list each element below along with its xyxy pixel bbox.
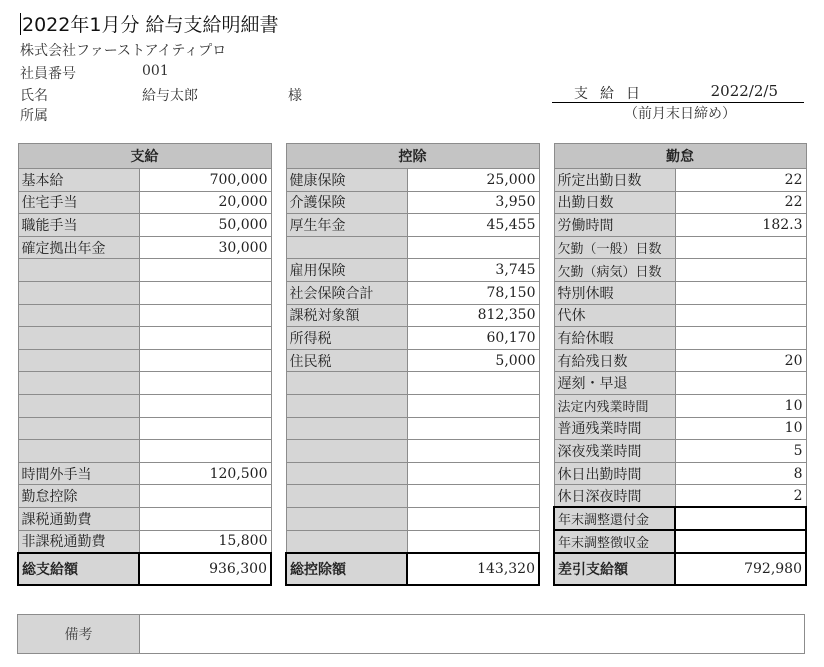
document-title [20, 10, 278, 37]
pay-table [17, 143, 272, 586]
deduction-item-label [286, 462, 407, 485]
pay-item-label: 非課税通勤費 [18, 530, 139, 553]
deduction-row [286, 417, 539, 440]
attendance-row [554, 327, 806, 350]
deduction-item-value [407, 530, 539, 553]
attendance-item-value [675, 507, 806, 530]
attendance-item-value [675, 236, 806, 259]
deduction-item-value [407, 372, 539, 395]
remarks-label: 備考 [18, 615, 140, 653]
pay-item-value [139, 281, 271, 304]
attendance-item-value: 8 [675, 462, 806, 485]
deduction-item-label [286, 530, 407, 553]
pay-item-value: 20,000 [139, 191, 271, 214]
deduction-item-label: 課税対象額 [286, 304, 407, 327]
deduction-item-label [286, 440, 407, 463]
attendance-item-label: 特別休暇 [554, 281, 675, 304]
attendance-total-row [554, 553, 806, 585]
attendance-item-value: 22 [675, 169, 806, 192]
deduction-item-value [407, 236, 539, 259]
pay-item-value [139, 507, 271, 530]
pay-row [18, 417, 271, 440]
pay-row [18, 169, 271, 192]
remarks-value [140, 615, 804, 653]
deduction-item-value: 812,350 [407, 304, 539, 327]
attendance-row [554, 417, 806, 440]
department-label: 所属 [20, 108, 48, 124]
attendance-table [553, 143, 807, 586]
deduction-total-label: 総控除額 [286, 553, 407, 585]
pay-item-value: 50,000 [139, 214, 271, 237]
deduction-item-value [407, 417, 539, 440]
honorific: 様 [288, 88, 302, 104]
attendance-item-value [675, 372, 806, 395]
pay-item-value: 120,500 [139, 462, 271, 485]
pay-item-value [139, 372, 271, 395]
pay-total-label: 総支給額 [18, 553, 139, 585]
pay-row [18, 327, 271, 350]
attendance-item-label: 欠勤（病気）日数 [554, 259, 675, 282]
deduction-header: 控除 [286, 144, 539, 169]
attendance-row [554, 507, 806, 530]
deduction-item-label: 介護保険 [286, 191, 407, 214]
deduction-table [285, 143, 540, 586]
employee-id-label: 社員番号 [20, 66, 76, 82]
text-cursor [20, 13, 21, 35]
attendance-total-label: 差引支給額 [554, 553, 675, 585]
attendance-item-value: 20 [675, 349, 806, 372]
deduction-item-value: 5,000 [407, 349, 539, 372]
pay-item-label: 職能手当 [18, 214, 139, 237]
attendance-row [554, 169, 806, 192]
attendance-item-value: 10 [675, 417, 806, 440]
pay-item-label [18, 304, 139, 327]
employee-name: 給与太郎 [142, 88, 198, 104]
attendance-item-label: 有給休暇 [554, 327, 675, 350]
deduction-row [286, 349, 539, 372]
attendance-item-value: 10 [675, 394, 806, 417]
pay-row [18, 440, 271, 463]
pay-item-value: 30,000 [139, 236, 271, 259]
pay-item-label: 勤怠控除 [18, 485, 139, 508]
company-name: 株式会社ファーストアイティプロ [20, 43, 227, 59]
deduction-row [286, 259, 539, 282]
pay-date-value: 2022/2/5 [710, 82, 778, 100]
deduction-row [286, 214, 539, 237]
pay-row [18, 530, 271, 553]
pay-item-label [18, 394, 139, 417]
deduction-item-value [407, 507, 539, 530]
deduction-item-label: 雇用保険 [286, 259, 407, 282]
deduction-row [286, 394, 539, 417]
attendance-item-label: 深夜残業時間 [554, 440, 675, 463]
attendance-item-label: 遅刻・早退 [554, 372, 675, 395]
pay-item-label: 確定拠出年金 [18, 236, 139, 259]
attendance-row [554, 259, 806, 282]
pay-total-row [18, 553, 271, 585]
attendance-header: 勤怠 [554, 144, 806, 169]
remarks-box [17, 614, 805, 654]
deduction-item-value: 3,950 [407, 191, 539, 214]
attendance-item-label: 法定内残業時間 [554, 394, 675, 417]
attendance-item-label: 年末調整徴収金 [554, 530, 675, 553]
attendance-row [554, 462, 806, 485]
pay-item-label [18, 372, 139, 395]
deduction-item-value [407, 485, 539, 508]
deduction-item-label: 厚生年金 [286, 214, 407, 237]
attendance-item-value [675, 259, 806, 282]
attendance-item-label: 普通残業時間 [554, 417, 675, 440]
deduction-row [286, 440, 539, 463]
attendance-item-label: 休日出勤時間 [554, 462, 675, 485]
attendance-row [554, 440, 806, 463]
deduction-item-label [286, 485, 407, 508]
pay-row [18, 372, 271, 395]
deduction-row [286, 372, 539, 395]
deduction-item-value [407, 462, 539, 485]
deduction-item-value: 25,000 [407, 169, 539, 192]
pay-item-label: 住宅手当 [18, 191, 139, 214]
deduction-row [286, 530, 539, 553]
attendance-item-label: 有給残日数 [554, 349, 675, 372]
pay-row [18, 191, 271, 214]
pay-row [18, 485, 271, 508]
pay-item-value [139, 327, 271, 350]
pay-row [18, 236, 271, 259]
deduction-row [286, 507, 539, 530]
attendance-item-value: 2 [675, 485, 806, 508]
pay-item-label [18, 259, 139, 282]
deduction-row [286, 485, 539, 508]
pay-row [18, 507, 271, 530]
pay-date-label: 支給日 [574, 86, 652, 102]
deduction-row [286, 191, 539, 214]
attendance-row [554, 530, 806, 553]
attendance-item-value: 5 [675, 440, 806, 463]
attendance-item-value [675, 281, 806, 304]
pay-row [18, 304, 271, 327]
attendance-total-value: 792,980 [675, 553, 806, 585]
pay-item-value [139, 394, 271, 417]
attendance-row [554, 191, 806, 214]
deduction-item-label [286, 236, 407, 259]
deduction-total-value: 143,320 [407, 553, 539, 585]
attendance-item-value [675, 304, 806, 327]
attendance-item-label: 労働時間 [554, 214, 675, 237]
deduction-item-label: 社会保険合計 [286, 281, 407, 304]
pay-item-value: 15,800 [139, 530, 271, 553]
pay-item-value [139, 485, 271, 508]
pay-row [18, 462, 271, 485]
attendance-item-label: 所定出勤日数 [554, 169, 675, 192]
deduction-row [286, 462, 539, 485]
deduction-item-label [286, 417, 407, 440]
deduction-row [286, 327, 539, 350]
pay-item-value [139, 440, 271, 463]
attendance-item-label: 年末調整還付金 [554, 507, 675, 530]
attendance-item-label: 出勤日数 [554, 191, 675, 214]
pay-item-value [139, 259, 271, 282]
attendance-row [554, 214, 806, 237]
pay-date-field [552, 82, 804, 103]
pay-item-label [18, 281, 139, 304]
attendance-item-value [675, 327, 806, 350]
deduction-item-label [286, 394, 407, 417]
deduction-row [286, 236, 539, 259]
pay-item-label [18, 327, 139, 350]
attendance-item-value: 182.3 [675, 214, 806, 237]
attendance-row [554, 372, 806, 395]
title-text: 2022年1月分 給与支給明細書 [22, 14, 279, 36]
attendance-item-value: 22 [675, 191, 806, 214]
pay-item-label [18, 440, 139, 463]
pay-row [18, 259, 271, 282]
pay-row [18, 281, 271, 304]
deduction-row [286, 281, 539, 304]
deduction-item-label [286, 507, 407, 530]
attendance-row [554, 394, 806, 417]
attendance-item-value [675, 530, 806, 553]
deduction-row [286, 169, 539, 192]
deduction-item-label: 所得税 [286, 327, 407, 350]
employee-id: 001 [142, 63, 169, 79]
pay-item-label: 課税通勤費 [18, 507, 139, 530]
deduction-item-value: 45,455 [407, 214, 539, 237]
attendance-item-label: 欠勤（一般）日数 [554, 236, 675, 259]
deduction-item-value: 3,745 [407, 259, 539, 282]
pay-item-label [18, 349, 139, 372]
attendance-row [554, 304, 806, 327]
pay-item-value [139, 417, 271, 440]
pay-item-value [139, 349, 271, 372]
attendance-row [554, 281, 806, 304]
pay-row [18, 214, 271, 237]
deduction-item-value [407, 394, 539, 417]
attendance-row [554, 236, 806, 259]
attendance-item-label: 休日深夜時間 [554, 485, 675, 508]
deduction-item-value [407, 440, 539, 463]
pay-item-value [139, 304, 271, 327]
pay-item-value: 700,000 [139, 169, 271, 192]
deduction-row [286, 304, 539, 327]
pay-row [18, 394, 271, 417]
attendance-row [554, 349, 806, 372]
deduction-total-row [286, 553, 539, 585]
deduction-item-value: 78,150 [407, 281, 539, 304]
deduction-item-label [286, 372, 407, 395]
deduction-item-value: 60,170 [407, 327, 539, 350]
attendance-row [554, 485, 806, 508]
pay-total-value: 936,300 [139, 553, 271, 585]
closing-note: （前月末日締め） [624, 106, 736, 122]
attendance-item-label: 代休 [554, 304, 675, 327]
deduction-item-label: 住民税 [286, 349, 407, 372]
employee-name-label: 氏名 [20, 88, 48, 104]
pay-header: 支給 [18, 144, 271, 169]
pay-item-label [18, 417, 139, 440]
pay-item-label: 基本給 [18, 169, 139, 192]
pay-item-label: 時間外手当 [18, 462, 139, 485]
deduction-item-label: 健康保険 [286, 169, 407, 192]
pay-row [18, 349, 271, 372]
